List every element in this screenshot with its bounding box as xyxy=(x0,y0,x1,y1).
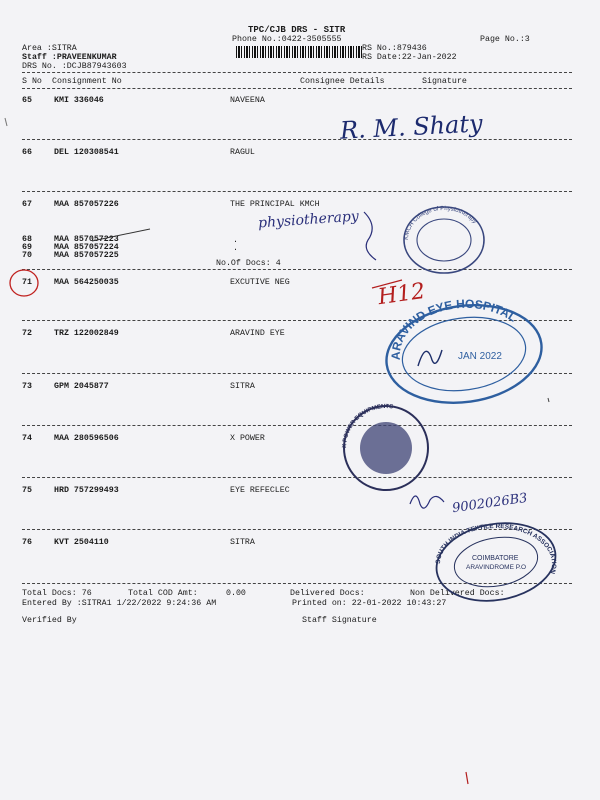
rs-number: RS No.:879436 xyxy=(362,44,427,53)
svg-text:KMCH College of Physiotherapy: KMCH College of Physiotherapy xyxy=(403,205,478,241)
signature-71: H12 xyxy=(376,278,427,311)
row-sno: 73 xyxy=(22,382,32,391)
signature-66: R. M. Shaty xyxy=(339,109,484,145)
delivered-docs: Delivered Docs: xyxy=(290,589,365,598)
row-consignment: MAA 857057223 xyxy=(54,235,119,244)
kmch-stamp xyxy=(398,198,490,276)
row-sno: 76 xyxy=(22,538,32,547)
row-consignee: SITRA xyxy=(230,538,255,547)
drs-number: DRS No. :DCJB87943603 xyxy=(22,62,127,71)
row-sno: 71 xyxy=(22,278,32,287)
rs-date: RS Date:22-Jan-2022 xyxy=(362,53,457,62)
document-title: TPC/CJB DRS - SITR xyxy=(248,25,346,35)
strike-mark xyxy=(92,229,150,241)
svg-text:SOUTH INDIA TEXTILE RESEARCH A: SOUTH INDIA TEXTILE RESEARCH ASSOCIATION xyxy=(434,522,558,575)
row-consignment: HRD 757299493 xyxy=(54,486,119,495)
row-consignee: ARAVIND EYE xyxy=(230,329,285,338)
row-consignee: SITRA xyxy=(230,382,255,391)
handwritten-number-75: 9002026B3 xyxy=(451,490,529,517)
page-number: Page No.:3 xyxy=(480,35,530,44)
phone-number: Phone No.:0422-3505555 xyxy=(232,35,342,44)
row-consignment: GPM 2045877 xyxy=(54,382,109,391)
row-consignee: EXCUTIVE NEG xyxy=(230,278,290,287)
row-consignment: KVT 2504110 xyxy=(54,538,109,547)
staff-field: Staff :PRAVEENKUMAR xyxy=(22,53,117,62)
row-consignee: EYE REFECLEC xyxy=(230,486,290,495)
svg-text:X POWER EQUIPMENTS: X POWER EQUIPMENTS xyxy=(341,403,394,449)
row-sno: 72 xyxy=(22,329,32,338)
tick-mark xyxy=(466,772,468,784)
col-consignee: Consignee Details xyxy=(300,77,385,86)
red-stroke-mark xyxy=(372,280,402,288)
svg-text:ARAVINDROME P.O: ARAVINDROME P.O xyxy=(466,564,527,571)
row-consignee: NAVEENA xyxy=(230,96,265,105)
svg-text:COIMBATORE: COIMBATORE xyxy=(472,555,519,562)
printed-on: Printed on: 22-01-2022 10:43:27 xyxy=(292,599,447,608)
signature-67: physiotherapy xyxy=(257,208,360,232)
row-consignment: MAA 857057226 xyxy=(54,200,119,209)
bracket-mark xyxy=(364,212,376,260)
row-consignment: DEL 120308541 xyxy=(54,148,119,157)
row-sno: 66 xyxy=(22,148,32,157)
row-sno: 74 xyxy=(22,434,32,443)
non-delivered-docs: Non Delivered Docs: xyxy=(410,589,505,598)
col-consignment: Consignment No xyxy=(52,77,122,86)
total-docs: Total Docs: 76 xyxy=(22,589,92,598)
group-doc-count: No.Of Docs: 4 xyxy=(216,259,281,268)
row-sno: 69 xyxy=(22,243,32,252)
sitra-stamp xyxy=(430,518,562,602)
staff-signature: Staff Signature xyxy=(302,616,377,625)
row-consignment: KMI 336046 xyxy=(54,96,104,105)
dot-mark: . xyxy=(233,244,238,253)
row-sno: 68 xyxy=(22,235,32,244)
total-cod-label: Total COD Amt: xyxy=(128,589,198,598)
col-signature: Signature xyxy=(422,77,467,86)
row-sno: 67 xyxy=(22,200,32,209)
row-sno: 65 xyxy=(22,96,32,105)
row-consignee: RAGUL xyxy=(230,148,255,157)
row-consignment: MAA 857057224 xyxy=(54,243,119,252)
svg-text:JAN 2022: JAN 2022 xyxy=(458,351,502,362)
row-consignee: X POWER xyxy=(230,434,265,443)
area-field: Area :SITRA xyxy=(22,44,77,53)
signature-75 xyxy=(410,496,444,508)
row-consignment: MAA 280596506 xyxy=(54,434,119,443)
row-consignment: MAA 857057225 xyxy=(54,251,119,260)
row-consignment: TRZ 122002849 xyxy=(54,329,119,338)
xpower-stamp xyxy=(336,400,436,496)
entered-by: Entered By :SITRA1 1/22/2022 9:24:36 AM xyxy=(22,599,217,608)
tick-mark xyxy=(5,118,7,126)
row-sno: 75 xyxy=(22,486,32,495)
total-cod-amount: 0.00 xyxy=(226,589,246,598)
row-consignment: MAA 564250035 xyxy=(54,278,119,287)
svg-text:ARAVIND EYE HOSPITAL: ARAVIND EYE HOSPITAL xyxy=(388,296,520,361)
dot-mark: . xyxy=(233,236,238,245)
col-sno: S No xyxy=(22,77,42,86)
row-sno: 70 xyxy=(22,251,32,260)
row-consignee: THE PRINCIPAL KMCH xyxy=(230,200,320,209)
red-circle-mark xyxy=(10,270,38,296)
aravind-eye-stamp xyxy=(380,296,550,408)
verified-by: Verified By xyxy=(22,616,77,625)
